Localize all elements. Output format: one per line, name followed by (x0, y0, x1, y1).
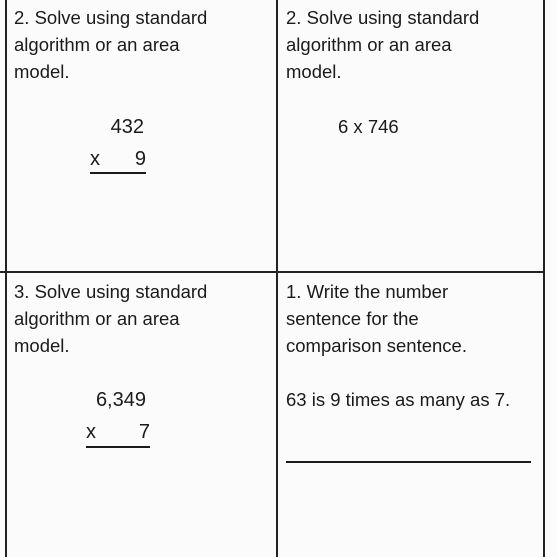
comparison-statement: 63 is 9 times as many as 7. (286, 389, 511, 410)
grid-line-tick (0, 271, 6, 273)
grid-line-center (276, 0, 278, 557)
grid-line-middle (0, 271, 545, 273)
grid-line-left (5, 0, 7, 557)
problem-cell-6349x7 (8, 274, 274, 557)
multiplier-row (86, 421, 150, 444)
multiplier: 7 (138, 421, 150, 443)
answer-line (90, 172, 146, 174)
problem-cell-432x9 (8, 0, 274, 270)
problem-prompt: 2. Solve using standard algorithm or an area model. (14, 7, 208, 82)
multiplier: 9 (134, 148, 146, 170)
problem-prompt: 2. Solve using standard algorithm or an area model. (286, 7, 480, 82)
times-sign: x (86, 421, 96, 443)
answer-line (86, 446, 150, 448)
multiplication-expression: 6 x 746 (338, 116, 399, 137)
problem-cell-6x746 (280, 0, 542, 270)
problem-prompt: 3. Solve using standard algorithm or an area model. (14, 281, 208, 356)
multiplier-row (90, 148, 146, 171)
times-sign: x (90, 148, 100, 170)
grid-line-right (543, 0, 545, 557)
problem-prompt: 1. Write the number sentence for the comparison sentence. (286, 281, 467, 356)
problem-cell-comparison (280, 274, 542, 557)
answer-blank[interactable] (286, 461, 531, 463)
multiplicand: 6,349 (95, 389, 146, 411)
multiplicand: 432 (110, 116, 144, 138)
